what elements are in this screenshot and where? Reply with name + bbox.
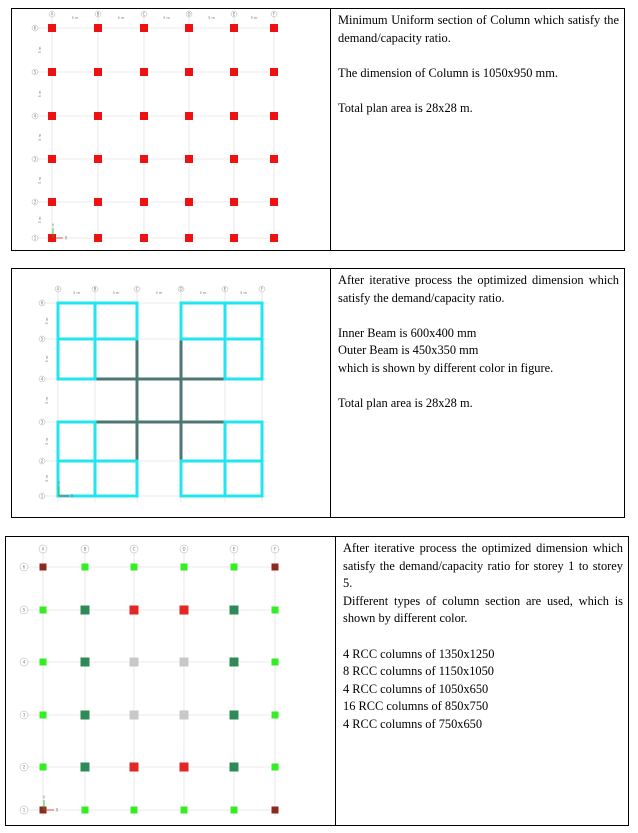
bay-dimension: 5 m	[117, 16, 125, 20]
x-axis-label: X	[70, 493, 74, 499]
column-marker	[181, 564, 188, 571]
grid-letter: C	[142, 11, 146, 17]
uniform-column-description	[331, 9, 624, 250]
column-marker	[94, 68, 102, 76]
grid-letter: A	[56, 286, 60, 292]
column-marker	[81, 763, 90, 772]
grid-number: 4	[33, 113, 37, 119]
column-marker	[230, 234, 238, 242]
grid-letter: F	[273, 546, 277, 552]
column-types-description	[336, 537, 628, 825]
column-marker	[48, 24, 56, 32]
uniform-column-plan	[12, 9, 329, 250]
column-marker	[48, 155, 56, 163]
grid-number: 3	[40, 419, 44, 425]
column-marker	[82, 564, 89, 571]
column-marker	[94, 234, 102, 242]
bay-dimension: 5 m	[45, 355, 49, 363]
grid-letter: F	[260, 286, 264, 292]
column-marker	[185, 24, 193, 32]
bay-dimension: 5 m	[38, 90, 42, 98]
column-type-item: 4 RCC columns of 750x650	[343, 716, 483, 731]
paragraph: The dimension of Column is 1050x950 mm.	[338, 65, 558, 80]
column-marker	[185, 68, 193, 76]
grid-letter: F	[272, 11, 276, 17]
grid-letter: A	[41, 546, 45, 552]
grid-number: 2	[22, 764, 26, 770]
paragraph: Different types of column section are used, which is shown by different color.	[343, 593, 623, 626]
column-marker	[140, 68, 148, 76]
column-marker	[130, 606, 139, 615]
column-marker	[140, 234, 148, 242]
column-type-item: 8 RCC columns of 1150x1050	[343, 664, 494, 679]
y-axis-label: Y	[51, 223, 55, 228]
column-marker	[185, 155, 193, 163]
column-type-item: 4 RCC columns of 1350x1250	[343, 646, 495, 661]
grid-number: 1	[33, 235, 37, 241]
grid-number: 6	[40, 300, 44, 306]
bay-dimension: 5 m	[38, 177, 42, 184]
column-marker	[94, 112, 102, 120]
column-marker	[231, 564, 238, 571]
column-marker	[185, 234, 193, 242]
column-marker	[140, 112, 148, 120]
column-marker	[270, 155, 278, 163]
bay-dimension: 5 m	[240, 291, 247, 295]
bay-dimension: 5 m	[38, 216, 42, 224]
column-marker	[272, 712, 279, 719]
bay-dimension: 5 m	[45, 438, 49, 445]
bay-dimension: 5 m	[199, 291, 207, 295]
y-axis-label: Y	[42, 795, 46, 800]
column-marker	[81, 658, 90, 667]
column-marker	[180, 606, 189, 615]
column-marker	[82, 807, 89, 814]
x-axis-label: X	[55, 807, 59, 813]
column-marker	[270, 198, 278, 206]
column-marker	[94, 198, 102, 206]
column-marker	[230, 155, 238, 163]
column-marker	[231, 807, 238, 814]
grid-number: 5	[22, 607, 26, 613]
column-marker	[180, 711, 189, 720]
column-marker	[185, 198, 193, 206]
column-marker	[40, 564, 47, 571]
uniform-column-plan-cell	[12, 9, 331, 250]
grid-number: 1	[22, 807, 26, 813]
column-marker	[270, 24, 278, 32]
grid-number: 5	[40, 336, 44, 342]
column-marker	[94, 24, 102, 32]
column-marker	[81, 606, 90, 615]
column-marker	[272, 564, 279, 571]
column-marker	[270, 112, 278, 120]
column-marker	[230, 68, 238, 76]
column-marker	[48, 112, 56, 120]
grid-letter: A	[50, 11, 54, 17]
bay-dimension: 5 m	[71, 16, 79, 20]
column-marker	[130, 658, 139, 667]
column-marker	[94, 155, 102, 163]
paragraph: After iterative process the optimized dimension which satisfy the demand/capacity ratio.	[338, 273, 619, 305]
column-marker	[272, 659, 279, 666]
grid-number: 5	[33, 69, 37, 75]
bay-dimension: 5 m	[208, 16, 215, 20]
column-type-item: 4 RCC columns of 1050x650	[343, 681, 489, 696]
column-marker	[48, 68, 56, 76]
column-marker	[180, 658, 189, 667]
column-marker	[81, 711, 90, 720]
column-marker	[272, 607, 279, 614]
column-marker	[230, 112, 238, 120]
beam-plan-cell	[12, 269, 331, 517]
table-row-1	[11, 8, 625, 251]
column-marker	[48, 198, 56, 206]
bay-dimension: 5 m	[112, 291, 120, 295]
optimized-beam-plan	[12, 269, 329, 517]
bay-dimension: 5 m	[45, 397, 49, 404]
y-axis-label: Y	[57, 481, 61, 486]
column-marker	[230, 711, 239, 720]
table-row-3	[5, 536, 629, 826]
grid-number: 6	[33, 25, 37, 31]
grid-letter: C	[135, 286, 139, 292]
grid-letter: C	[132, 546, 136, 552]
column-marker	[140, 155, 148, 163]
column-marker	[131, 807, 138, 814]
column-marker	[140, 24, 148, 32]
column-marker	[131, 564, 138, 571]
column-marker	[230, 606, 239, 615]
grid-number: 4	[22, 659, 26, 665]
paragraph: Total plan area is 28x28 m.	[338, 100, 473, 115]
column-marker	[130, 763, 139, 772]
table-row-2	[11, 268, 625, 518]
column-marker	[230, 658, 239, 667]
column-marker	[185, 112, 193, 120]
column-marker	[230, 24, 238, 32]
grid-letter: D	[187, 11, 191, 17]
grid-letter: D	[179, 286, 183, 292]
grid-letter: B	[93, 286, 97, 292]
grid-number: 2	[40, 458, 44, 464]
column-marker	[272, 807, 279, 814]
beam-description	[331, 269, 624, 517]
paragraph: which is shown by different color in figure.	[338, 360, 554, 375]
column-marker	[270, 68, 278, 76]
grid-number: 3	[22, 712, 26, 718]
grid-number: 2	[33, 199, 37, 205]
grid-letter: E	[232, 11, 236, 17]
paragraph: After iterative process the optimized dimension which satisfy the demand/capacity ratio for storey 1 to storey 5.	[343, 541, 623, 591]
grid-letter: B	[83, 546, 87, 552]
grid-number: 1	[40, 493, 44, 499]
column-type-item: 16 RCC columns of 850x750	[343, 699, 489, 714]
bay-dimension: 5 m	[38, 134, 42, 141]
grid-number: 4	[40, 376, 44, 382]
column-marker	[180, 763, 189, 772]
column-marker	[40, 659, 47, 666]
bay-dimension: 5 m	[73, 291, 80, 295]
grid-number: 6	[22, 564, 26, 570]
column-marker	[40, 764, 47, 771]
column-marker	[230, 198, 238, 206]
column-marker	[270, 234, 278, 242]
grid-letter: E	[232, 546, 236, 552]
column-marker	[230, 763, 239, 772]
x-axis-label: X	[64, 235, 68, 241]
column-marker	[130, 711, 139, 720]
column-types-plan-cell	[6, 537, 336, 825]
column-marker	[40, 712, 47, 719]
column-marker	[140, 198, 148, 206]
bay-dimension: 5 m	[250, 16, 258, 20]
paragraph: Total plan area is 28x28 m.	[338, 396, 473, 411]
bay-dimension: 5 m	[45, 317, 49, 325]
paragraph: Minimum Uniform section of Column which satisfy the demand/capacity ratio.	[338, 13, 619, 45]
grid-number: 3	[33, 156, 37, 162]
column-marker	[40, 607, 47, 614]
bay-dimension: 5 m	[38, 46, 42, 54]
paragraph: Inner Beam is 600x400 mm	[338, 325, 477, 340]
column-types-plan	[6, 537, 334, 825]
paragraph: Outer Beam is 450x350 mm	[338, 343, 479, 358]
bay-dimension: 5 m	[163, 16, 170, 20]
grid-letter: D	[182, 546, 186, 552]
bay-dimension: 5 m	[155, 291, 163, 295]
column-marker	[181, 807, 188, 814]
grid-letter: B	[96, 11, 100, 17]
column-marker	[272, 764, 279, 771]
grid-letter: E	[223, 286, 227, 292]
bay-dimension: 5 m	[45, 475, 49, 482]
